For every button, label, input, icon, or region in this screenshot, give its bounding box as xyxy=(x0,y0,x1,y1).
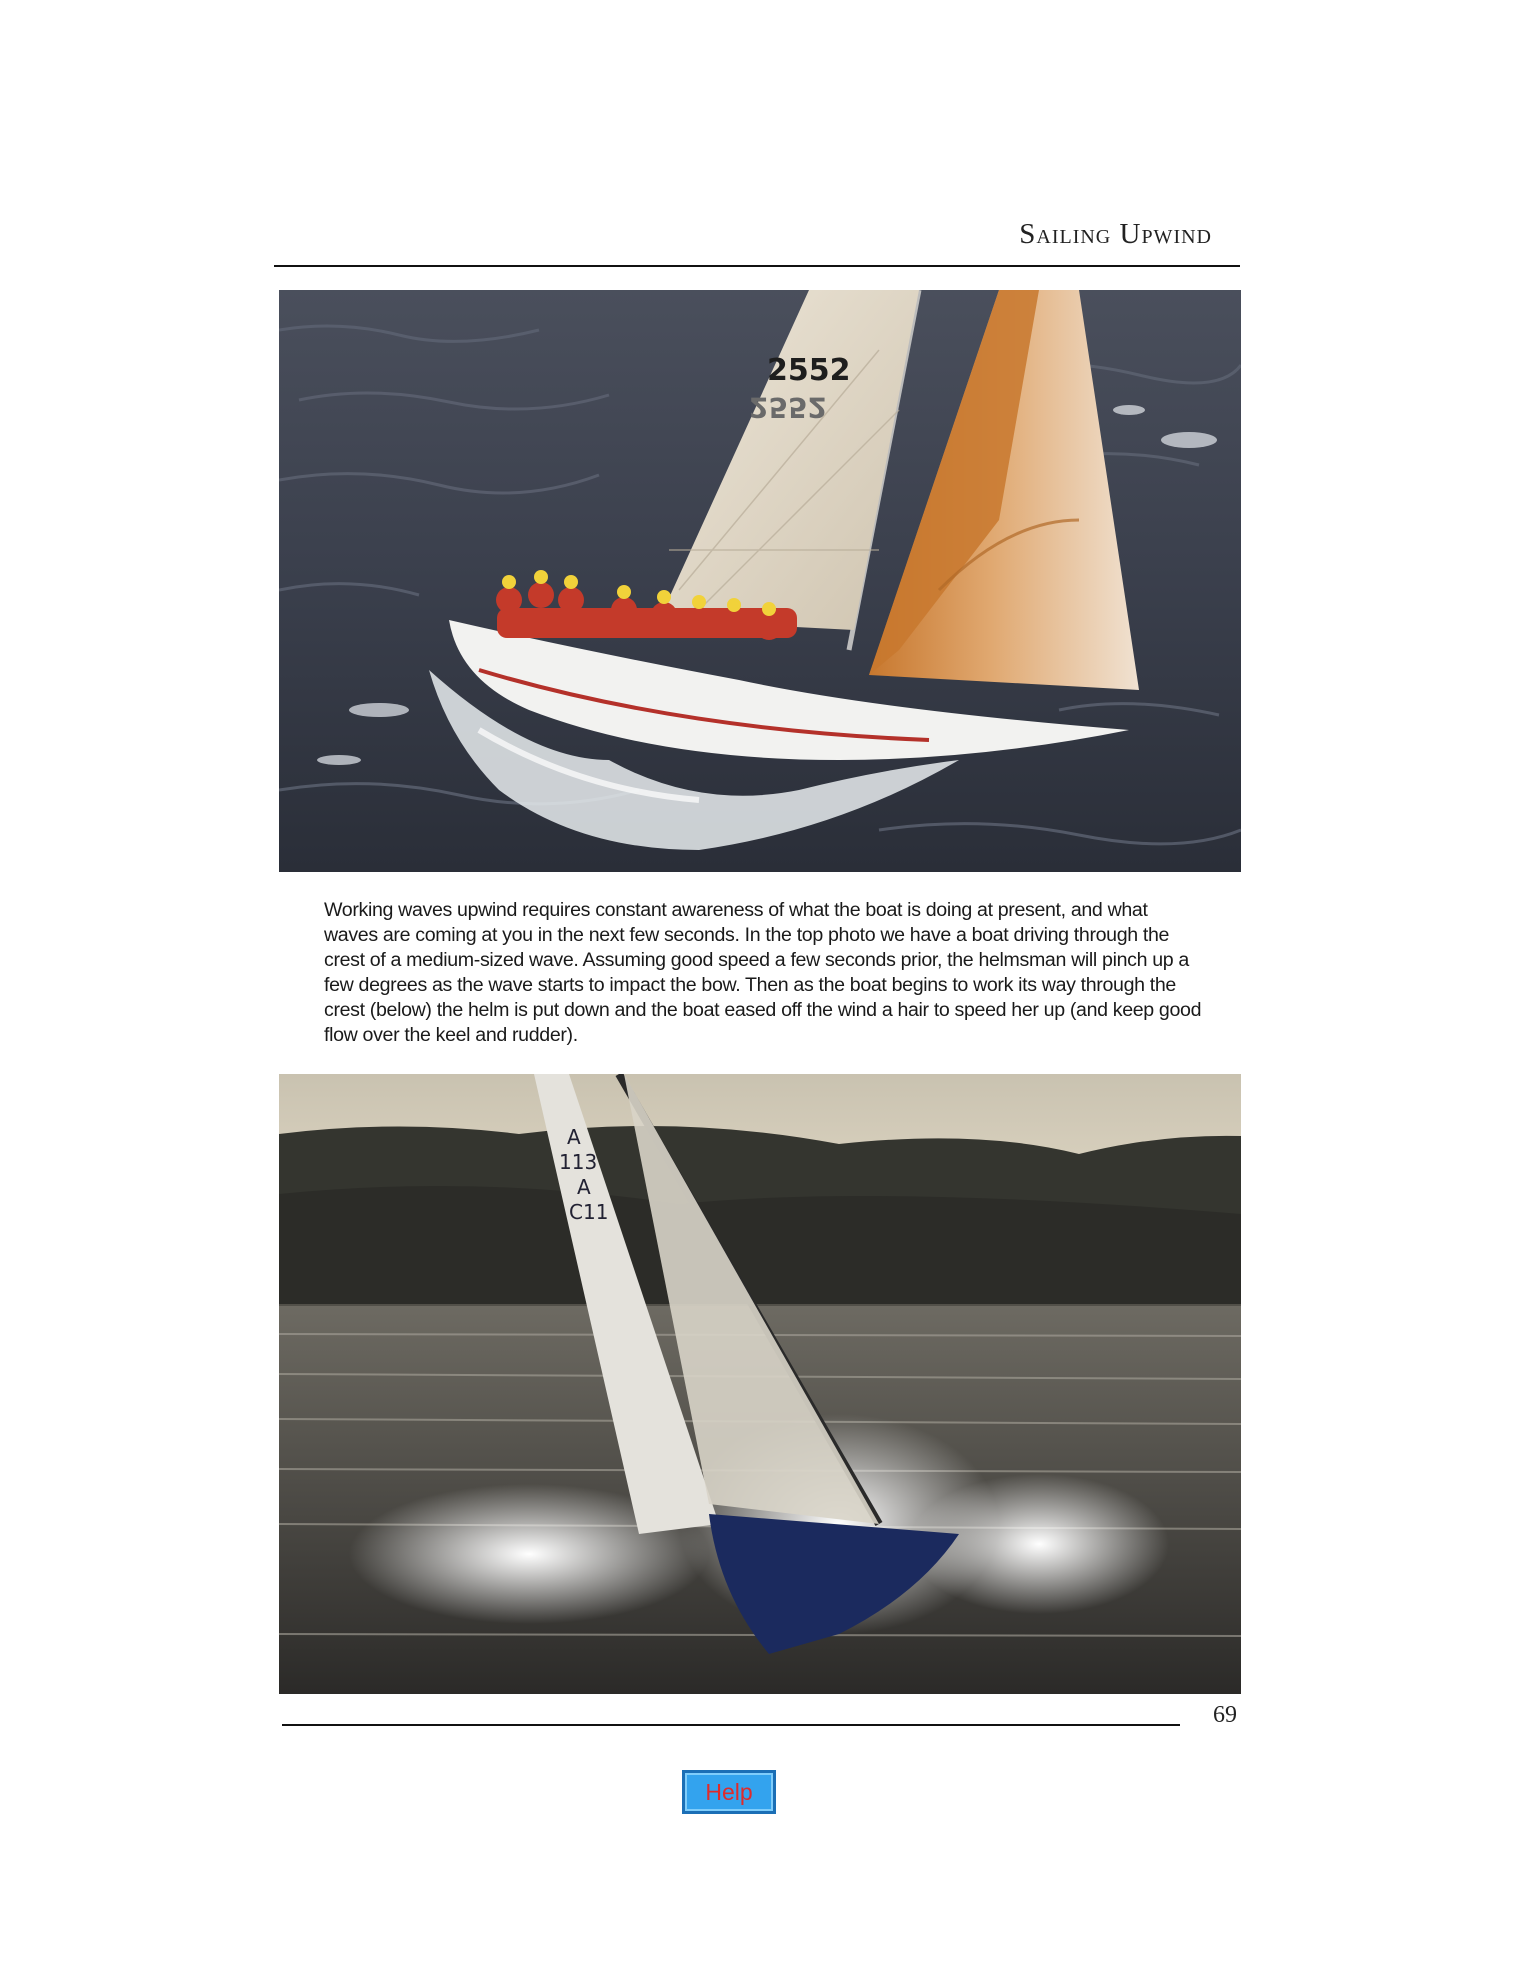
photo-yacht-heeling-spray xyxy=(279,1074,1241,1694)
page-header-title: Sailing Upwind xyxy=(1019,218,1212,250)
sail-number-113: 113 xyxy=(559,1150,598,1174)
photo-yacht-through-wave-crest xyxy=(279,290,1241,872)
sail-letters-c11: C11 xyxy=(569,1200,609,1224)
help-button[interactable]: Help xyxy=(682,1770,776,1814)
sail-number-reflected-text: 2552 xyxy=(749,391,827,424)
sail-number-text: 2552 xyxy=(767,353,851,388)
page-number: 69 xyxy=(1213,1702,1237,1728)
footer-divider xyxy=(282,1724,1180,1726)
photo-top-illustration xyxy=(279,290,1241,872)
photo-caption: Working waves upwind requires constant awareness of what the boat is doing at present, and what waves are coming at you in the next few seconds. In the top photo we have a boat driving through the crest of a medium-sized wave. Assuming good speed a few seconds prior, the helmsman will pinch up a few degrees as the wave starts to impact the bow. Then as the boat begins to work its way through the crest (below) the helm is put down and the boat eased off the wind a hair to speed her up (and keep good flow over the keel and rudder). xyxy=(324,899,1202,1046)
header-divider xyxy=(274,265,1240,267)
sail-letter-a-2: A xyxy=(577,1175,591,1199)
photo-bottom-illustration xyxy=(279,1074,1241,1694)
sail-letter-a: A xyxy=(567,1125,581,1149)
